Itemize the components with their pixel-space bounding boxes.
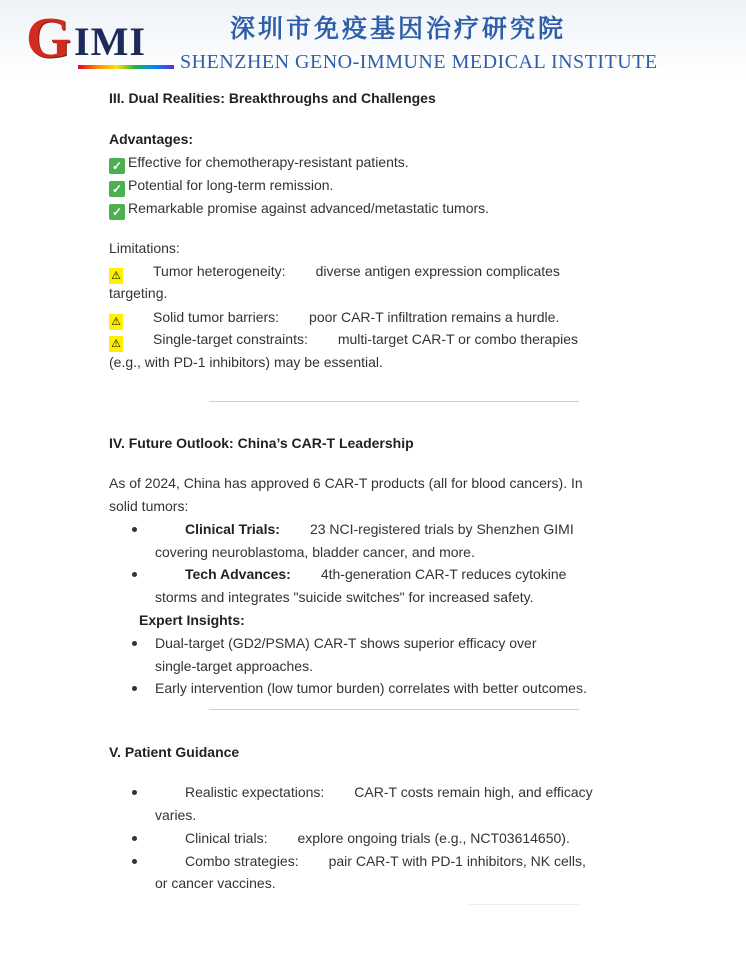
advantage-item: ✓ Remarkable promise against advanced/metastatic tumors.: [109, 199, 489, 220]
bullet-icon: [132, 572, 137, 577]
list-item: Clinical trials: explore ongoing trials (e.g., NCT03614650).: [185, 830, 570, 846]
bullet-icon: [132, 836, 137, 841]
warning-icon: ⚠: [109, 336, 123, 352]
intro-text: As of 2024, China has approved 6 CAR-T products (all for blood cancers). In: [109, 475, 583, 491]
check-icon: ✓: [109, 181, 125, 197]
logo-g-letter: G: [26, 5, 72, 70]
list-item: Early intervention (low tumor burden) correlates with better outcomes.: [155, 680, 587, 696]
warning-icon: ⚠: [109, 314, 123, 330]
expert-insights-label: Expert Insights:: [139, 612, 245, 628]
section-iv-heading: IV. Future Outlook: China’s CAR-T Leadership: [109, 435, 414, 451]
bullet-icon: [132, 641, 137, 646]
section-divider: [469, 904, 579, 905]
institute-name-english: SHENZHEN GENO-IMMUNE MEDICAL INSTITUTE: [180, 51, 658, 73]
check-icon: ✓: [109, 158, 125, 174]
advantages-label: Advantages:: [109, 131, 194, 147]
page-header: [0, 0, 746, 80]
bullet-icon: [132, 686, 137, 691]
limitation-item-continued: targeting.: [109, 285, 168, 301]
section-divider: [209, 709, 579, 710]
advantage-item: ✓ Potential for long-term remission.: [109, 176, 333, 197]
list-item-continued: or cancer vaccines.: [155, 875, 276, 891]
list-item: Combo strategies: pair CAR-T with PD-1 inhibitors, NK cells,: [185, 853, 586, 869]
logo-imi-letters: IMI: [74, 19, 146, 64]
bullet-icon: [132, 527, 137, 532]
limitations-label: Limitations:: [109, 240, 180, 256]
list-item-continued: storms and integrates "suicide switches" for increased safety.: [155, 589, 534, 605]
limitation-item-continued: (e.g., with PD-1 inhibitors) may be essential.: [109, 354, 383, 370]
advantage-item: ✓ Effective for chemotherapy-resistant patients.: [109, 153, 409, 174]
section-v-heading: V. Patient Guidance: [109, 744, 240, 760]
list-item: Realistic expectations: CAR-T costs remain high, and efficacy: [185, 784, 593, 800]
section-iii-heading: III. Dual Realities: Breakthroughs and Challenges: [109, 90, 436, 106]
gimi-logo: [26, 5, 176, 74]
intro-text: solid tumors:: [109, 498, 189, 514]
list-item: Clinical Trials: 23 NCI-registered trials by Shenzhen GIMI: [185, 521, 574, 537]
list-item-continued: varies.: [155, 807, 197, 823]
logo-rainbow-bar: [78, 65, 174, 69]
bullet-icon: [132, 790, 137, 795]
section-divider: [209, 401, 579, 402]
limitation-item: ⚠ Single-target constraints: multi-target CAR-T or combo therapies: [109, 330, 578, 352]
limitation-item: ⚠ Tumor heterogeneity: diverse antigen expression complicates: [109, 262, 560, 284]
list-item-continued: single-target approaches.: [155, 658, 313, 674]
list-item: Tech Advances: 4th-generation CAR-T reduces cytokine: [185, 566, 567, 582]
check-icon: ✓: [109, 204, 125, 220]
bullet-icon: [132, 859, 137, 864]
list-item-continued: covering neuroblastoma, bladder cancer, and more.: [155, 544, 475, 560]
institute-name-chinese: 深圳市免疫基因治疗研究院: [230, 14, 567, 43]
warning-icon: ⚠: [109, 268, 123, 284]
limitation-item: ⚠ Solid tumor barriers: poor CAR-T infiltration remains a hurdle.: [109, 308, 559, 330]
list-item: Dual-target (GD2/PSMA) CAR-T shows superior efficacy over: [155, 635, 537, 651]
